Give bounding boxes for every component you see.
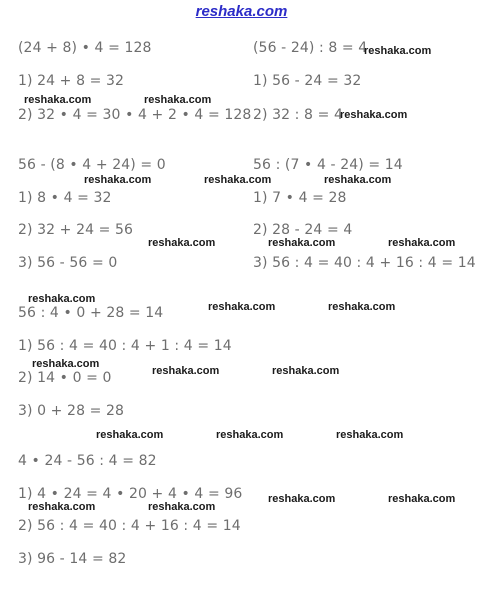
watermark: reshaka.com — [268, 237, 336, 249]
watermark: reshaka.com — [216, 429, 284, 441]
expression-4-step-3: 3) 56 : 4 = 40 : 4 + 16 : 4 = 14 — [253, 255, 476, 271]
expression-6: 4 • 24 - 56 : 4 = 82 — [18, 453, 157, 469]
watermark: reshaka.com — [32, 358, 100, 370]
watermark: reshaka.com — [272, 365, 340, 377]
watermark: reshaka.com — [148, 501, 216, 513]
watermark: reshaka.com — [268, 493, 336, 505]
expression-5: 56 : 4 • 0 + 28 = 14 — [18, 305, 164, 321]
watermark: reshaka.com — [28, 293, 96, 305]
expression-6-step-3: 3) 96 - 14 = 82 — [18, 551, 127, 567]
expression-1-step-1: 1) 24 + 8 = 32 — [18, 73, 125, 89]
watermark: reshaka.com — [340, 109, 408, 121]
watermark: reshaka.com — [324, 174, 392, 186]
expression-6-step-2: 2) 56 : 4 = 40 : 4 + 16 : 4 = 14 — [18, 518, 241, 534]
watermark: reshaka.com — [152, 365, 220, 377]
watermark: reshaka.com — [388, 493, 456, 505]
expression-2-step-1: 1) 56 - 24 = 32 — [253, 73, 362, 89]
site-logo-link[interactable]: reshaka.com — [195, 3, 288, 20]
watermark: reshaka.com — [204, 174, 272, 186]
expression-1: (24 + 8) • 4 = 128 — [18, 40, 152, 56]
watermark: reshaka.com — [28, 501, 96, 513]
expression-3: 56 - (8 • 4 + 24) = 0 — [18, 157, 166, 173]
watermark: reshaka.com — [148, 237, 216, 249]
watermark: reshaka.com — [24, 94, 92, 106]
expression-1-step-2: 2) 32 • 4 = 30 • 4 + 2 • 4 = 128 — [18, 107, 252, 123]
watermark: reshaka.com — [96, 429, 164, 441]
watermark: reshaka.com — [84, 174, 152, 186]
expression-2: (56 - 24) : 8 = 4 — [253, 40, 368, 56]
expression-4-step-2: 2) 28 - 24 = 4 — [253, 222, 353, 238]
watermark: reshaka.com — [336, 429, 404, 441]
expression-5-step-3: 3) 0 + 28 = 28 — [18, 403, 125, 419]
expression-3-step-1: 1) 8 • 4 = 32 — [18, 190, 112, 206]
expression-3-step-3: 3) 56 - 56 = 0 — [18, 255, 118, 271]
expression-3-step-2: 2) 32 + 24 = 56 — [18, 222, 134, 238]
expression-4: 56 : (7 • 4 - 24) = 14 — [253, 157, 403, 173]
watermark: reshaka.com — [208, 301, 276, 313]
watermark: reshaka.com — [388, 237, 456, 249]
expression-5-step-1: 1) 56 : 4 = 40 : 4 + 1 : 4 = 14 — [18, 338, 232, 354]
expression-4-step-1: 1) 7 • 4 = 28 — [253, 190, 347, 206]
watermark: reshaka.com — [144, 94, 212, 106]
expression-5-step-2: 2) 14 • 0 = 0 — [18, 370, 112, 386]
watermark: reshaka.com — [364, 45, 432, 57]
expression-6-step-1: 1) 4 • 24 = 4 • 20 + 4 • 4 = 96 — [18, 486, 243, 502]
watermark: reshaka.com — [328, 301, 396, 313]
expression-2-step-2: 2) 32 : 8 = 4 — [253, 107, 343, 123]
